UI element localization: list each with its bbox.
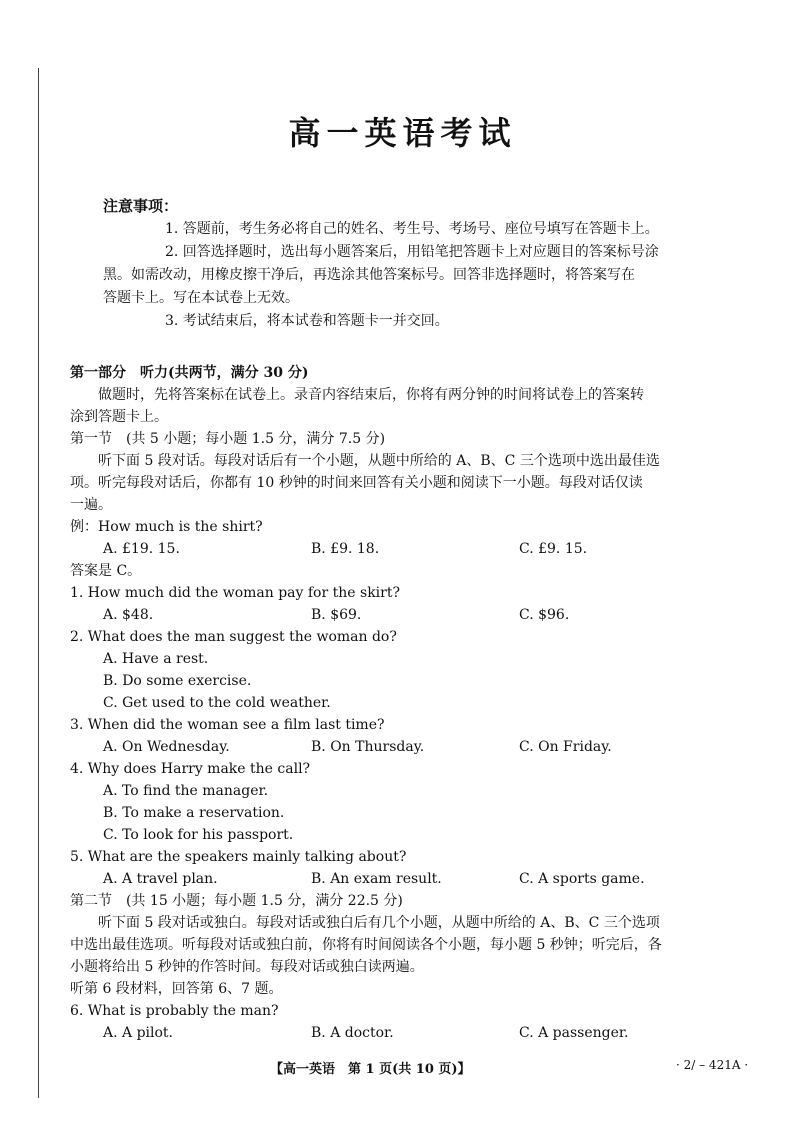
material-instruction: 听第 6 段材料，回答第 6、7 题。 (70, 981, 283, 997)
option-c: C. A sports game. (519, 871, 645, 887)
question-6: 6. What is probably the man? (70, 1003, 279, 1019)
question-1: 1. How much did the woman pay for the skirt? (70, 585, 400, 601)
option-b: B. £9. 18. (311, 541, 380, 557)
question-5-options (70, 868, 735, 890)
question-3: 3. When did the woman see a film last time? (70, 717, 385, 733)
note-item-2-cont2: 答题卡上。写在本试卷上无效。 (103, 290, 299, 306)
option-c: C. Get used to the cold weather. (103, 695, 331, 711)
part1-intro: 做题时，先将答案标在试卷上。录音内容结束后，你将有两分钟的时间将试卷上的答案转 (98, 387, 644, 403)
example-answer: 答案是 C。 (70, 563, 142, 579)
binding-margin-line (38, 68, 39, 1098)
question-1-options (70, 604, 735, 626)
section2-intro-cont2: 小题将给出 5 秒钟的作答时间。每段对话或独白读两遍。 (70, 959, 424, 975)
question-4: 4. Why does Harry make the call? (70, 761, 311, 777)
option-a: A. On Wednesday. (103, 739, 230, 755)
question-3-options (70, 736, 735, 758)
section1-heading: 第一节 (共 5 小题；每小题 1.5 分，满分 7.5 分) (70, 431, 386, 447)
notes-section (70, 194, 735, 333)
example-options (70, 538, 735, 560)
question-5: 5. What are the speakers mainly talking about? (70, 849, 407, 865)
option-a: A. £19. 15. (103, 541, 180, 557)
option-c: C. A passenger. (519, 1025, 629, 1041)
note-item-2: 2. 回答选择题时，选出每小题答案后，用铅笔把答题卡上对应题目的答案标号涂 (165, 244, 659, 260)
option-c: C. £9. 15. (519, 541, 588, 557)
option-a: A. To find the manager. (103, 783, 269, 799)
notes-heading: 注意事项： (103, 197, 179, 215)
section2-intro: 听下面 5 段对话或独白。每段对话或独白后有几个小题，从题中所给的 A、B、C 三个选项 (98, 915, 660, 931)
option-c: C. To look for his passport. (103, 827, 294, 843)
part1-section (70, 362, 735, 1044)
option-b: B. Do some exercise. (103, 673, 252, 689)
option-a: A. A pilot. (103, 1025, 173, 1041)
option-b: B. An exam result. (311, 871, 442, 887)
option-b: B. On Thursday. (311, 739, 425, 755)
note-item-3: 3. 考试结束后，将本试卷和答题卡一并交回。 (165, 313, 449, 329)
part1-intro-cont: 涂到答题卡上。 (70, 409, 168, 425)
option-b: B. A doctor. (311, 1025, 394, 1041)
note-item-2-cont: 黑。如需改动，用橡皮擦干净后，再选涂其他答案标号。回答非选择题时，将答案写在 (103, 267, 635, 283)
question-2: 2. What does the man suggest the woman do? (70, 629, 397, 645)
example-question: 例：How much is the shirt? (70, 519, 263, 535)
section1-intro-cont: 项。听完每段对话后，你都有 10 秒钟的时间来回答有关小题和阅读下一小题。每段对话仅读 (70, 475, 643, 491)
part1-heading: 第一部分 听力(共两节，满分 30 分) (70, 365, 309, 381)
option-b: B. $69. (311, 607, 362, 623)
page-footer: 【高一英语 第 1 页(共 10 页)】 (270, 1062, 471, 1077)
section2-intro-cont: 中选出最佳选项。听每段对话或独白前，你将有时间阅读各个小题，每小题 5 秒钟；听完后，各 (70, 937, 662, 953)
option-c: C. $96. (519, 607, 570, 623)
option-a: A. A travel plan. (103, 871, 218, 887)
option-a: A. $48. (103, 607, 154, 623)
section1-intro-cont2: 一遍。 (70, 497, 112, 513)
question-6-options (70, 1022, 735, 1044)
note-item-1: 1. 答题前，考生务必将自己的姓名、考生号、考场号、座位号填写在答题卡上。 (165, 221, 659, 237)
option-c: C. On Friday. (519, 739, 612, 755)
option-b: B. To make a reservation. (103, 805, 285, 821)
page-title: 高一英语考试 (288, 114, 517, 152)
exam-code: · 2/ – 421A · (676, 1058, 749, 1072)
section1-intro: 听下面 5 段对话。每段对话后有一个小题，从题中所给的 A、B、C 三个选项中选出最佳选 (98, 453, 660, 469)
section2-heading: 第二节 (共 15 小题；每小题 1.5 分，满分 22.5 分) (70, 893, 403, 909)
option-a: A. Have a rest. (103, 651, 209, 667)
